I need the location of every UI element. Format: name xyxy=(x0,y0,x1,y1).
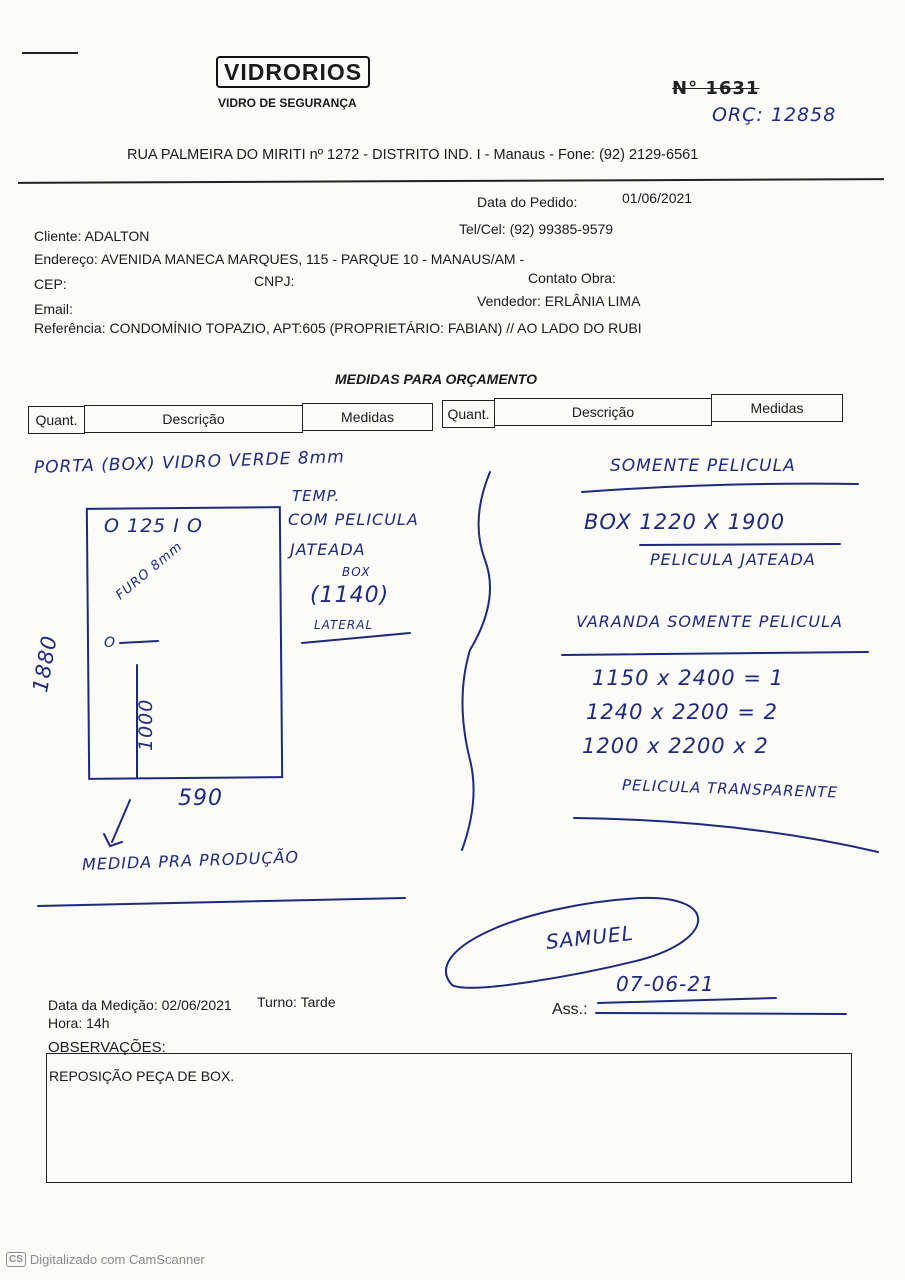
company-logo: VIDRORIOS xyxy=(216,56,370,88)
email-field: Email: xyxy=(34,301,73,317)
salesperson: Vendedor: ERLÂNIA LIMA xyxy=(477,293,641,309)
signature-date: 07-06-21 xyxy=(616,972,715,996)
hand-pelicula-jateada: PELICULA JATEADA xyxy=(650,550,816,569)
reference-line: Referência: CONDOMÍNIO TOPAZIO, APT:605 (PROPRIETÁRIO: FABIAN) // AO LADO DO RUBI xyxy=(34,320,642,336)
table-header-left-measures: Medidas xyxy=(302,403,433,431)
camscanner-text: Digitalizado com CamScanner xyxy=(29,1252,205,1267)
hand-varanda: VARANDA SOMENTE PELICULA xyxy=(576,612,843,631)
client-address: Endereço: AVENIDA MANECA MARQUES, 115 - PARQUE 10 - MANAUS/AM - xyxy=(34,251,525,267)
cep-field: CEP: xyxy=(34,276,67,292)
hand-medida-producao: MEDIDA PRA PRODUÇÃO xyxy=(81,847,300,874)
camscanner-footer xyxy=(6,1252,205,1267)
client-name: Cliente: ADALTON xyxy=(34,228,150,244)
glass-panel-sketch xyxy=(87,507,282,779)
hand-dim-590: 590 xyxy=(178,786,223,811)
orc-number: ORÇ: 12858 xyxy=(712,104,837,126)
signature-line xyxy=(596,1013,846,1014)
hand-com-pelicula: COM PELICULA xyxy=(288,510,419,529)
hole-mark-line xyxy=(120,641,158,643)
hand-jateada: JATEADA xyxy=(290,540,366,559)
hand-hole-mark: O xyxy=(104,635,117,651)
underline-producao xyxy=(38,898,405,906)
hand-box-1140: (1140) xyxy=(310,583,390,608)
hand-somente-pelicula: SOMENTE PELICULA xyxy=(610,456,796,476)
observations-box xyxy=(46,1053,852,1183)
hand-box-size: BOX 1220 X 1900 xyxy=(584,510,786,534)
hand-furo: FURO 8mm xyxy=(113,539,186,604)
measurement-shift: Turno: Tarde xyxy=(257,994,336,1010)
company-subtitle: VIDRO DE SEGURANÇA xyxy=(218,96,357,110)
underline-transparente xyxy=(574,818,878,852)
hand-lateral: LATERAL xyxy=(314,618,374,632)
signature-date-underline xyxy=(598,998,776,1003)
order-date-value: 01/06/2021 xyxy=(622,190,693,206)
table-header-left-desc: Descrição xyxy=(84,405,303,433)
column-divider-squiggle xyxy=(462,472,490,850)
signature-name: SAMUEL xyxy=(544,920,635,954)
table-header-right-qty: Quant. xyxy=(442,400,495,428)
hand-dim-1880: 1880 xyxy=(28,633,62,695)
observations-label: OBSERVAÇÕES: xyxy=(48,1039,166,1056)
hand-temp: TEMP. xyxy=(292,487,341,505)
table-header-left-qty: Quant. xyxy=(28,406,85,434)
measurements-title: MEDIDAS PARA ORÇAMENTO xyxy=(335,371,537,387)
camscanner-icon: CS xyxy=(6,1252,26,1267)
underline-varanda xyxy=(562,652,868,655)
hand-row-2: 1240 x 2200 = 2 xyxy=(586,700,778,724)
hand-pelicula-transparente: PELICULA TRANSPARENTE xyxy=(621,776,839,802)
hand-product-line: PORTA (BOX) VIDRO VERDE 8mm xyxy=(33,447,346,478)
site-contact-field: Contato Obra: xyxy=(528,270,616,286)
cnpj-field: CNPJ: xyxy=(254,273,295,289)
signature-label: Ass.: xyxy=(552,1001,588,1018)
measurement-time: Hora: 14h xyxy=(48,1015,110,1031)
hand-row-3: 1200 x 2200 x 2 xyxy=(582,734,769,758)
arrow-to-producao xyxy=(104,800,130,846)
table-header-right-measures: Medidas xyxy=(711,394,843,422)
hand-top-holes: O 125 I O xyxy=(104,515,203,537)
company-address: RUA PALMEIRA DO MIRITI nº 1272 - DISTRITO IND. I - Manaus - Fone: (92) 2129-6561 xyxy=(127,147,699,163)
underline-box xyxy=(640,544,840,545)
struck-order-number: N° 1631 xyxy=(672,78,760,99)
client-phone: Tel/Cel: (92) 99385-9579 xyxy=(459,221,614,237)
underline-lateral xyxy=(302,633,410,643)
measurement-date: Data da Medição: 02/06/2021 xyxy=(48,997,232,1013)
order-date-label: Data do Pedido: xyxy=(477,194,578,210)
underline-somente xyxy=(582,484,858,492)
observations-text: REPOSIÇÃO PEÇA DE BOX. xyxy=(49,1068,235,1084)
table-header-right-desc: Descrição xyxy=(494,398,712,426)
hand-row-1: 1150 x 2400 = 1 xyxy=(592,666,784,690)
hand-box: BOX xyxy=(342,565,371,579)
hand-dim-1000: 1000 xyxy=(135,698,157,751)
